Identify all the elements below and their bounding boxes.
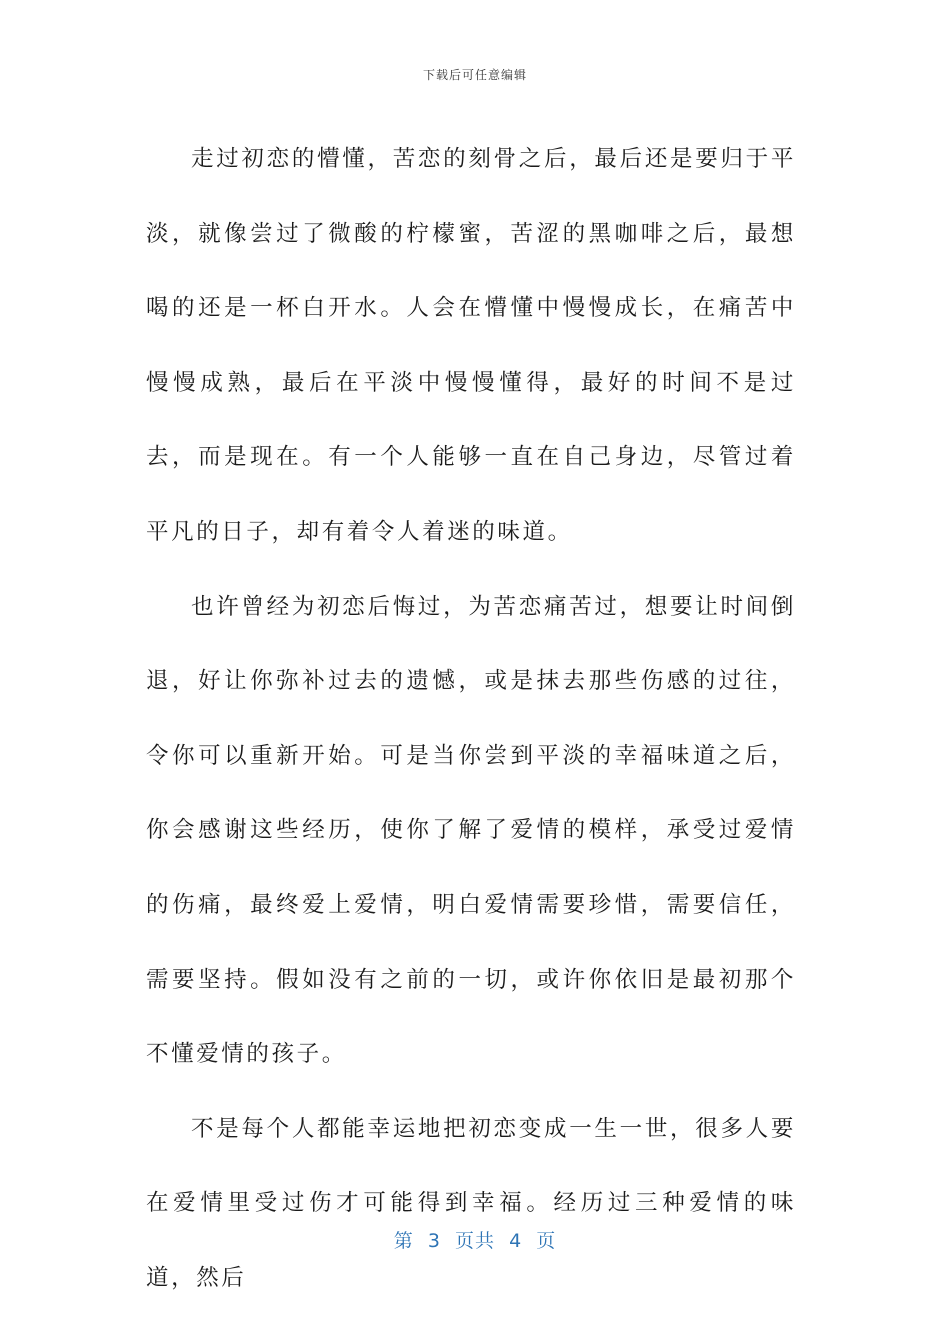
page-number-footer: 第 3 页共 4 页	[393, 1230, 557, 1252]
paragraph-1: 走过初恋的懵懂，苦恋的刻骨之后，最后还是要归于平淡，就像尝过了微酸的柠檬蜜，苦涩的黑咖啡之后，最想喝的还是一杯白开水。人会在懵懂中慢慢成长，在痛苦中慢慢成熟，最后在平淡中慢慢懂得，最好的时间不是过去，而是现在。有一个人能够一直在自己身边，尽管过着平凡的日子，却有着令人着迷的味道。	[146, 146, 796, 545]
paragraph-3: 不是每个人都能幸运地把初恋变成一生一世，很多人要在爱情里受过伤才可能得到幸福。经历过三种爱情的味道，然后	[146, 1115, 796, 1291]
document-body	[146, 122, 796, 1316]
paragraph-2: 也许曾经为初恋后悔过，为苦恋痛苦过，想要让时间倒退，好让你弥补过去的遗憾，或是抹去那些伤感的过往，令你可以重新开始。可是当你尝到平淡的幸福味道之后，你会感谢这些经历，使你了解了爱情的模样，承受过爱情的伤痛，最终爱上爱情，明白爱情需要珍惜，需要信任，需要坚持。假如没有之前的一切，或许你依旧是最初那个不懂爱情的孩子。	[146, 593, 796, 1068]
header-note: 下载后可任意编辑	[422, 68, 527, 82]
